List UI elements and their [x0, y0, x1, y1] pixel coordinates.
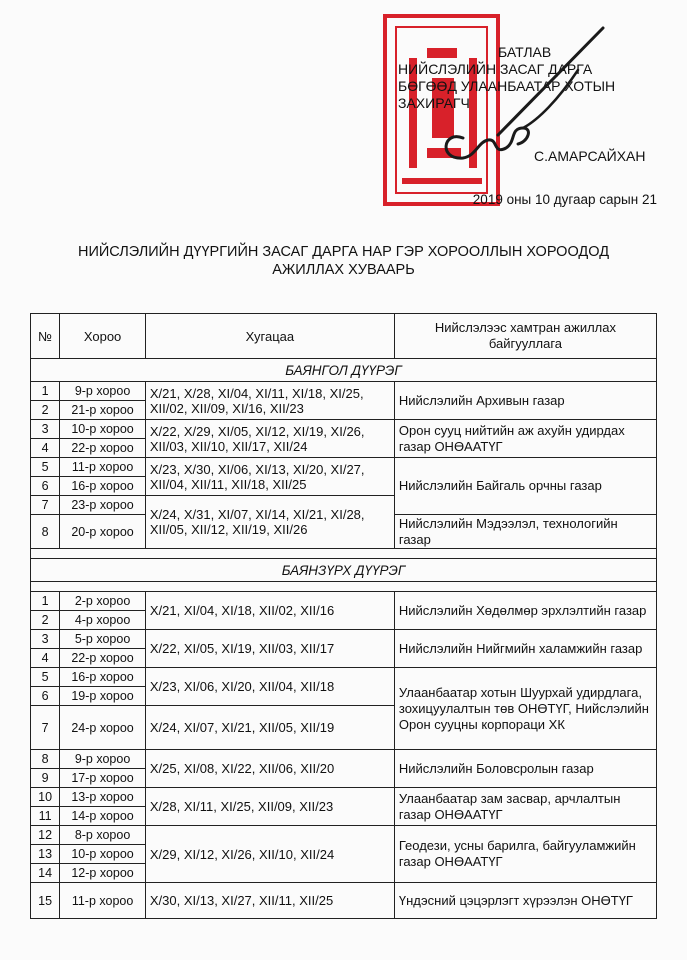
row-time: X/23, X/30, XI/06, XI/13, XI/20, XI/27, XII/04, XII/11, XII/18, XII/25 [145, 458, 394, 496]
row-org: Нийслэлийн Байгаль орчны газар [394, 458, 656, 515]
title-line: АЖИЛЛАХ ХУВААРЬ [272, 262, 415, 278]
row-khoroo: 10-р хороо [60, 420, 146, 439]
row-num: 8 [31, 515, 60, 549]
row-khoroo: 24-р хороо [60, 706, 146, 750]
row-org: Нийслэлийн Нийгмийн халамжийн газар [394, 630, 656, 668]
row-num: 4 [31, 649, 60, 668]
spacer-row [31, 582, 657, 592]
row-time: X/24, XI/07, XI/21, XII/05, XII/19 [145, 706, 394, 750]
row-num: 5 [31, 458, 60, 477]
row-time: X/30, XI/13, XI/27, XII/11, XII/25 [145, 883, 394, 919]
row-num: 13 [31, 845, 60, 864]
header-khoroo: Хороо [60, 314, 146, 359]
row-khoroo: 11-р хороо [60, 458, 146, 477]
row-time: X/21, XI/04, XI/18, XII/02, XII/16 [145, 592, 394, 630]
row-org: Геодези, усны барилга, байгууламжийн газар ОНӨААТҮГ [394, 826, 656, 883]
row-khoroo: 9-р хороо [60, 750, 146, 769]
row-khoroo: 9-р хороо [60, 382, 146, 401]
row-khoroo: 5-р хороо [60, 630, 146, 649]
row-org: Нийслэлийн Архивын газар [394, 382, 656, 420]
row-time: X/29, XI/12, XI/26, XII/10, XII/24 [145, 826, 394, 883]
approval-title: БАТЛАВ [498, 44, 552, 60]
document-date: 2019 оны 10 дугаар сарын 21 [472, 192, 657, 207]
row-org: Нийслэлийн Боловсролын газар [394, 750, 656, 788]
title-line: НИЙСЛЭЛИЙН ДҮҮРГИЙН ЗАСАГ ДАРГА НАР ГЭР ХОРООЛЛЫН ХОРООДОД [77, 244, 610, 260]
document-title [0, 243, 687, 279]
row-org: Орон сууц нийтийн аж ахуйн удирдах газар ОНӨААТҮГ [394, 420, 656, 458]
header-time: Хугацаа [145, 314, 394, 359]
row-time: X/28, XI/11, XI/25, XII/09, XII/23 [145, 788, 394, 826]
row-khoroo: 2-р хороо [60, 592, 146, 611]
row-num: 3 [31, 630, 60, 649]
row-org: Улаанбаатар зам засвар, арчлалтын газар ОНӨААТҮГ [394, 788, 656, 826]
row-num: 1 [31, 592, 60, 611]
row-time: X/21, X/28, XI/04, XI/11, XI/18, XI/25, XII/02, XII/09, XI/16, XII/23 [145, 382, 394, 420]
row-num: 14 [31, 864, 60, 883]
row-khoroo: 11-р хороо [60, 883, 146, 919]
row-num: 2 [31, 611, 60, 630]
row-khoroo: 13-р хороо [60, 788, 146, 807]
approver-name: С.АМАРСАЙХАН [534, 148, 646, 164]
row-khoroo: 20-р хороо [60, 515, 146, 549]
row-org: Нийслэлийн Хөдөлмөр эрхлэлтийн газар [394, 592, 656, 630]
row-num: 11 [31, 807, 60, 826]
row-khoroo: 23-р хороо [60, 496, 146, 515]
header-org: Нийслэлээс хамтран ажиллах байгууллага [394, 314, 656, 359]
row-num: 4 [31, 439, 60, 458]
approval-line: БӨГӨӨД УЛААНБААТАР ХОТЫН [398, 78, 616, 94]
row-time: X/23, XI/06, XI/20, XII/04, XII/18 [145, 668, 394, 706]
row-num: 9 [31, 769, 60, 788]
row-khoroo: 12-р хороо [60, 864, 146, 883]
section-bayanzurkh: БАЯНЗҮРХ ДҮҮРЭГ [31, 559, 657, 582]
row-org: Үндэсний цэцэрлэгт хүрээлэн ОНӨТҮГ [394, 883, 656, 919]
row-time: X/22, X/29, XI/05, XI/12, XI/19, XI/26, XII/03, XII/10, XII/17, XII/24 [145, 420, 394, 458]
row-num: 7 [31, 496, 60, 515]
row-org: Улаанбаатар хотын Шуурхай удирдлага, зохицуулалтын төв ОНӨТҮГ, Нийслэлийн Орон сууцны корпораци ХК [394, 668, 656, 750]
row-num: 6 [31, 477, 60, 496]
row-org: Нийслэлийн Мэдээлэл, технологийн газар [394, 515, 656, 549]
row-khoroo: 4-р хороо [60, 611, 146, 630]
row-khoroo: 17-р хороо [60, 769, 146, 788]
row-time: X/25, XI/08, XI/22, XII/06, XII/20 [145, 750, 394, 788]
row-khoroo: 22-р хороо [60, 439, 146, 458]
approval-line: ЗАХИРАГЧ [398, 95, 470, 111]
row-num: 1 [31, 382, 60, 401]
row-num: 3 [31, 420, 60, 439]
row-khoroo: 16-р хороо [60, 668, 146, 687]
spacer-row [31, 549, 657, 559]
row-num: 5 [31, 668, 60, 687]
header-num: № [31, 314, 60, 359]
row-num: 10 [31, 788, 60, 807]
schedule-table [30, 313, 657, 919]
row-num: 7 [31, 706, 60, 750]
row-khoroo: 22-р хороо [60, 649, 146, 668]
row-num: 8 [31, 750, 60, 769]
row-time: X/24, X/31, XI/07, XI/14, XI/21, XI/28, XII/05, XII/12, XII/19, XII/26 [145, 496, 394, 549]
approval-line: НИЙСЛЭЛИЙН ЗАСАГ ДАРГА [398, 61, 593, 77]
row-khoroo: 21-р хороо [60, 401, 146, 420]
row-num: 6 [31, 687, 60, 706]
table-header-row [31, 314, 657, 359]
row-num: 2 [31, 401, 60, 420]
row-khoroo: 19-р хороо [60, 687, 146, 706]
row-khoroo: 16-р хороо [60, 477, 146, 496]
row-time: X/22, XI/05, XI/19, XII/03, XII/17 [145, 630, 394, 668]
row-khoroo: 10-р хороо [60, 845, 146, 864]
row-num: 12 [31, 826, 60, 845]
row-khoroo: 8-р хороо [60, 826, 146, 845]
row-num: 15 [31, 883, 60, 919]
signature [418, 20, 618, 180]
row-khoroo: 14-р хороо [60, 807, 146, 826]
section-bayangol: БАЯНГОЛ ДҮҮРЭГ [31, 359, 657, 382]
